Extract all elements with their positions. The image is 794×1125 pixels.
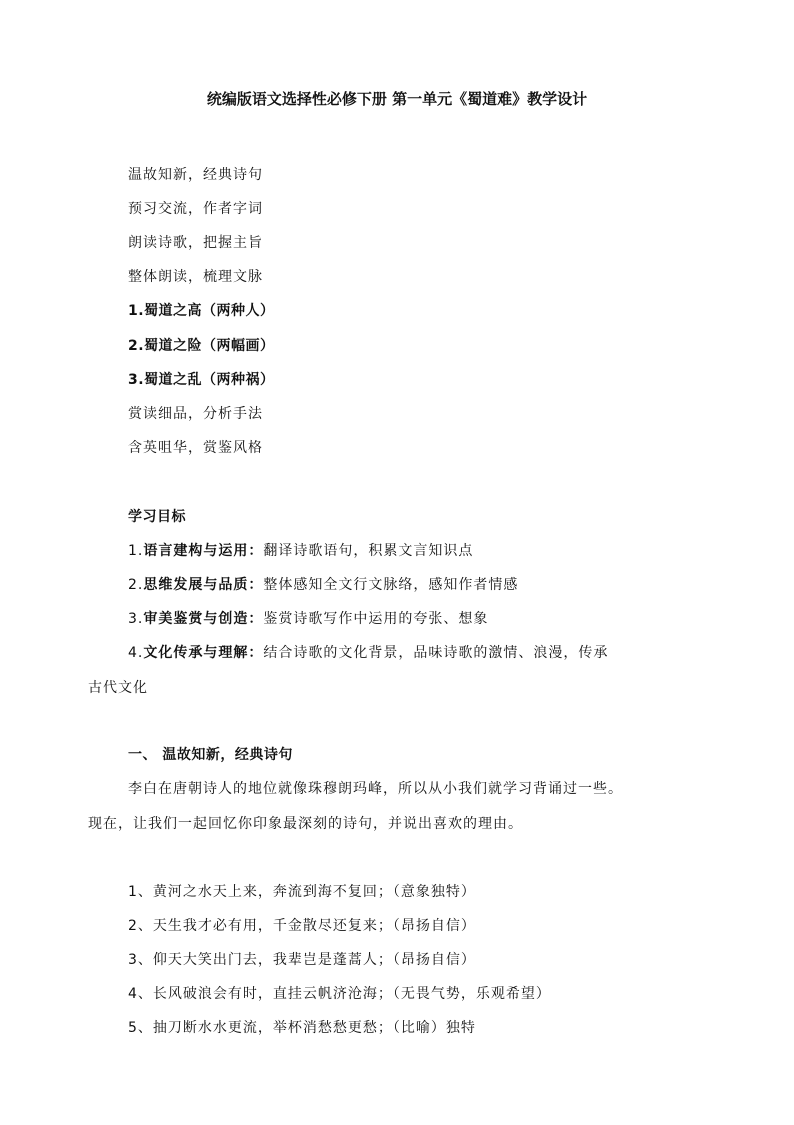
poem-line: 2、天生我才必有用，千金散尽还复来；（昂扬自信）: [128, 918, 476, 934]
goals-heading: 学习目标: [128, 509, 186, 525]
goal-text: 鉴赏诗歌写作中运用的夸张、想象: [263, 611, 489, 627]
paragraph-line: 李白在唐朝诗人的地位就像珠穆朗玛峰，所以从小我们就学习背诵过一些。: [128, 781, 623, 797]
outline-item: 温故知新，经典诗句: [128, 167, 263, 183]
goal-number: 1.: [128, 543, 144, 559]
outline-item: 含英咀华，赏鉴风格: [128, 440, 263, 456]
outline-subitem: 2.蜀道之险（两幅画）: [128, 338, 275, 354]
document-title: 统编版语文选择性必修下册 第一单元《蜀道难》教学设计: [206, 90, 588, 108]
goal-item: [128, 609, 488, 629]
goal-text: 结合诗歌的文化背景，品味诗歌的激情、浪漫，传承: [263, 645, 609, 661]
outline-item: 赏读细品，分析手法: [128, 406, 263, 422]
goal-number: 2.: [128, 577, 144, 593]
outline-item: 预习交流，作者字词: [128, 201, 263, 217]
goal-item: [128, 643, 608, 663]
outline-item: 朗读诗歌，把握主旨: [128, 235, 263, 251]
outline-subitem: 3.蜀道之乱（两种祸）: [128, 372, 275, 388]
goal-number: 3.: [128, 611, 144, 627]
goal-label: 文化传承与理解：: [143, 645, 264, 661]
goal-text: 整体感知全文行文脉络，感知作者情感: [263, 577, 519, 593]
goal-text: 翻译诗歌语句，积累文言知识点: [263, 543, 474, 559]
goal-item-continuation: 古代文化: [88, 680, 148, 696]
goal-label: 审美鉴赏与创造：: [143, 611, 264, 627]
goal-label: 语言建构与运用：: [143, 543, 264, 559]
poem-line: 5、抽刀断水水更流，举杯消愁愁更愁；（比喻）独特: [128, 1020, 476, 1036]
poem-line: 4、长风破浪会有时，直挂云帆济沧海；（无畏气势，乐观希望）: [128, 986, 551, 1002]
poem-line: 3、仰天大笑出门去，我辈岂是蓬蒿人；（昂扬自信）: [128, 952, 476, 968]
goal-number: 4.: [128, 645, 144, 661]
poem-line: 1、黄河之水天上来，奔流到海不复回；（意象独特）: [128, 884, 476, 900]
goal-item: [128, 575, 518, 595]
section-heading: 一、 温故知新，经典诗句: [128, 747, 293, 763]
outline-item: 整体朗读，梳理文脉: [128, 269, 263, 285]
goal-item: [128, 541, 473, 561]
outline-subitem: 1.蜀道之高（两种人）: [128, 303, 275, 319]
paragraph-line: 现在，让我们一起回忆你印象最深刻的诗句，并说出喜欢的理由。: [88, 816, 523, 832]
goal-label: 思维发展与品质：: [143, 577, 264, 593]
